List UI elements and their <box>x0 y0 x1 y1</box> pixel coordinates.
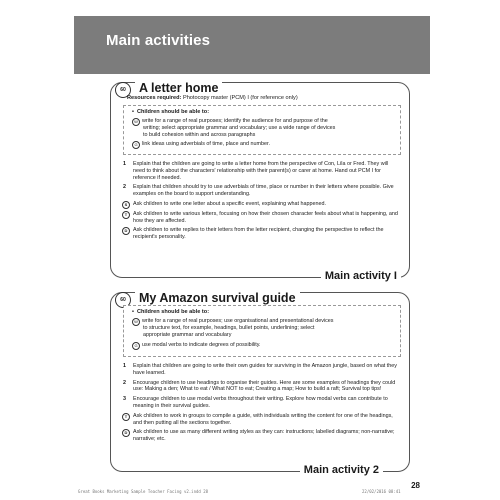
target-icon: T <box>122 413 130 421</box>
objective-line: writing; select appropriate grammar and vocabulary; use a wide range of devices <box>143 125 336 131</box>
list-item: 2 Explain that children should try to use adverbials of time, place or number in their letters where possible. Give examples on the board to support understanding. <box>123 184 394 198</box>
activity-footer-label: Main activity 2 <box>300 463 383 477</box>
deepen-icon: D <box>122 227 130 235</box>
list-item: S Ask children to write one letter about a specific event, explaining what happened. <box>123 201 401 208</box>
list-item: D Ask children to use as many different writing styles as they can: instructions; labelled diagrams; non-narrative; narrative; etc. <box>123 429 401 443</box>
resources-line: Resources required: Photocopy master (PCM) I (for reference only) <box>127 95 298 101</box>
activity-title: My Amazon survival guide <box>135 290 300 306</box>
deepen-icon: D <box>122 429 130 437</box>
clock-icon: 60 <box>115 292 131 308</box>
print-date: 22/02/2016 08:41 <box>362 489 401 494</box>
list-item: 1 Explain that the children are going to write a letter home from the perspective of Con, Lila or Fred. They will need to think about the characters' relationship with their parent(s) or carer at home. Hand out PCM I for reference if needed. <box>123 161 389 181</box>
objective-line: G link ideas using adverbials of time, place and number. <box>132 141 394 149</box>
activity-title: A letter home <box>135 80 222 96</box>
list-item: T Ask children to work in groups to compile a guide, with individuals writing the content for one of the headings, and then putting all the sections together. <box>123 413 401 427</box>
steps-list <box>123 161 401 244</box>
grammar-icon: G <box>132 141 140 149</box>
clock-icon: 60 <box>115 82 131 98</box>
objective-line: G use modal verbs to indicate degrees of possibility. <box>132 342 394 350</box>
activity-footer-label: Main activity I <box>321 269 401 283</box>
document-page <box>74 16 430 490</box>
grammar-icon: G <box>132 342 140 350</box>
activity-card-2 <box>110 291 410 476</box>
objective-line: appropriate grammar and vocabulary <box>143 332 232 338</box>
objective-line: W write for a range of real purposes; use organisational and presentational devices <box>132 318 394 326</box>
writing-icon: W <box>132 118 140 126</box>
print-info: Great Books Marketing Sample Teacher Facing v2.indd 28 <box>78 489 209 494</box>
writing-icon: W <box>132 318 140 326</box>
activity-card-1 <box>110 81 410 282</box>
page-title: Main activities <box>106 32 211 49</box>
list-item: 1 Explain that children are going to write their own guides for surviving in the Amazon jungle, based on what they have learned. <box>123 363 397 376</box>
objectives-heading: • Children should be able to: <box>132 309 209 316</box>
objective-line: to build cohesion within and across paragraphs <box>143 132 256 138</box>
page-number: 28 <box>411 481 420 490</box>
support-icon: S <box>122 201 130 209</box>
objectives-box <box>123 105 401 155</box>
objective-line: to structure text, for example, headings, bullet points, underlining; select <box>143 325 315 331</box>
objective-line: W write for a range of real purposes; identify the audience for and purpose of the <box>132 118 394 126</box>
steps-list <box>123 363 401 446</box>
header-bar <box>74 16 430 74</box>
list-item: 2 Encourage children to use headings to organise their guides. Here are some examples of headings they could use: Making a den; What to eat / What NOT to eat; Creating a map; How to build a raft; Survival top tips! <box>123 379 396 393</box>
target-icon: T <box>122 211 130 219</box>
objectives-box <box>123 305 401 357</box>
list-item: D Ask children to write replies to their letters from the letter recipient, changing the perspective to reflect the recipient's personality. <box>123 227 401 241</box>
list-item: 3 Encourage children to use modal verbs throughout their writing. Explore how modal verbs can contribute to meaning in their survival guides. <box>123 396 388 409</box>
list-item: T Ask children to write various letters, focusing on how their chosen character feels about what is happening, and how they are affected. <box>123 211 401 225</box>
objectives-heading: • Children should be able to: <box>132 109 209 116</box>
